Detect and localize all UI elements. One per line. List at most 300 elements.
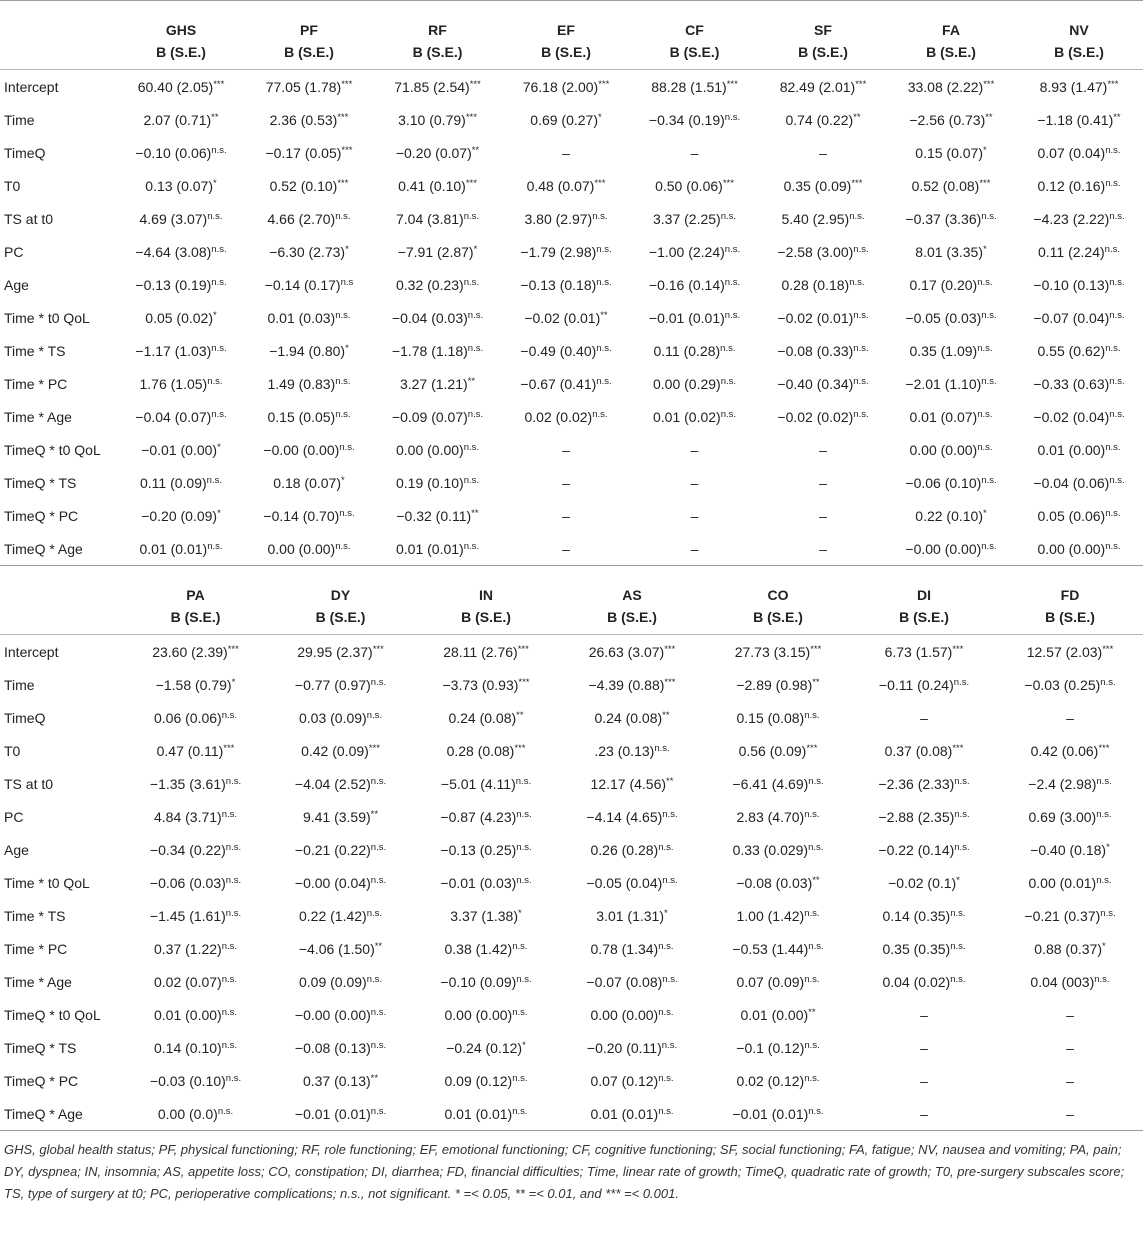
estimate-value: −0.1 (0.12) bbox=[736, 1039, 805, 1056]
table-cell bbox=[887, 169, 1015, 202]
significance-marker: n.s. bbox=[339, 507, 355, 519]
table-cell bbox=[373, 532, 502, 565]
column-header-in: IN bbox=[479, 587, 493, 603]
table-cell bbox=[123, 767, 268, 800]
table-cell bbox=[268, 701, 413, 734]
row-label: Time * t0 QoL bbox=[4, 874, 90, 891]
significance-marker: * bbox=[1102, 940, 1106, 952]
estimate-value: 0.35 (0.35) bbox=[882, 940, 951, 957]
estimate-value: – bbox=[562, 144, 570, 161]
column-subheader-stat: B (S.E.) bbox=[1045, 608, 1095, 625]
significance-marker: *** bbox=[664, 643, 676, 655]
estimate-value: – bbox=[819, 540, 827, 557]
significance-marker: n.s. bbox=[370, 676, 387, 688]
table-cell bbox=[1015, 367, 1143, 400]
significance-marker: *** bbox=[337, 177, 349, 189]
estimate-value: −0.40 (0.34) bbox=[777, 375, 854, 392]
estimate-value: 2.36 (0.53) bbox=[269, 111, 338, 128]
estimate-value: 0.17 (0.20) bbox=[909, 276, 978, 293]
significance-marker: ** bbox=[600, 309, 608, 321]
significance-marker: n.s. bbox=[977, 342, 993, 354]
table-row bbox=[0, 367, 1143, 400]
significance-marker: n.s. bbox=[225, 874, 242, 886]
estimate-value: −0.13 (0.19) bbox=[135, 276, 212, 293]
table-cell bbox=[245, 136, 373, 169]
table-cell bbox=[117, 169, 245, 202]
table-cell bbox=[268, 668, 413, 701]
significance-marker: n.s. bbox=[515, 775, 532, 787]
estimate-value: 0.01 (0.00) bbox=[740, 1006, 809, 1023]
table-cell bbox=[245, 400, 373, 433]
table-cell bbox=[705, 1097, 851, 1130]
table-cell bbox=[245, 367, 373, 400]
significance-marker: n.s. bbox=[981, 375, 997, 387]
estimate-value: −0.08 (0.03) bbox=[736, 874, 813, 891]
estimate-value: 0.09 (0.12) bbox=[444, 1072, 513, 1089]
table-cell bbox=[373, 202, 502, 235]
estimate-value: 0.00 (0.00) bbox=[909, 441, 978, 458]
significance-marker: n.s. bbox=[654, 742, 670, 754]
significance-marker: *** bbox=[223, 742, 235, 754]
significance-marker: * bbox=[345, 243, 349, 255]
table-cell bbox=[851, 701, 997, 734]
table-row bbox=[0, 833, 1143, 866]
significance-marker: n.s. bbox=[463, 276, 480, 288]
estimate-value: −0.17 (0.05) bbox=[265, 144, 342, 161]
estimate-value: −0.77 (0.97) bbox=[294, 676, 371, 693]
estimate-value: 0.38 (1.42) bbox=[444, 940, 513, 957]
estimate-value: −4.64 (3.08) bbox=[135, 243, 212, 260]
table-cell bbox=[117, 202, 245, 235]
table-footnote bbox=[0, 1131, 1143, 1205]
table-cell bbox=[502, 532, 630, 565]
estimate-value: −0.67 (0.41) bbox=[520, 375, 597, 392]
table-cell bbox=[268, 800, 413, 833]
estimate-value: −3.73 (0.93) bbox=[442, 676, 519, 693]
table-cell bbox=[502, 169, 630, 202]
row-label: Time bbox=[4, 676, 35, 693]
significance-marker: *** bbox=[598, 78, 610, 90]
table-cell bbox=[759, 334, 887, 367]
table-cell bbox=[245, 301, 373, 334]
table-cell bbox=[117, 400, 245, 433]
significance-marker: n.s. bbox=[463, 210, 480, 222]
estimate-value: −0.07 (0.04) bbox=[1033, 309, 1110, 326]
estimate-value: −1.17 (1.03) bbox=[135, 342, 212, 359]
table-cell bbox=[887, 466, 1015, 499]
estimate-value: 0.00 (0.00) bbox=[444, 1006, 513, 1023]
significance-marker: n.s. bbox=[225, 841, 242, 853]
table-row bbox=[0, 734, 1143, 767]
significance-marker: n.s. bbox=[950, 973, 966, 985]
sig-symbol: * bbox=[454, 1186, 460, 1201]
significance-marker: n.s. bbox=[950, 940, 966, 952]
estimate-value: −0.16 (0.14) bbox=[648, 276, 725, 293]
table-cell bbox=[630, 334, 759, 367]
estimate-value: 0.14 (0.10) bbox=[153, 1039, 222, 1056]
estimate-value: – bbox=[562, 441, 570, 458]
table-cell bbox=[851, 932, 997, 965]
table-cell bbox=[413, 701, 559, 734]
estimate-value: −0.53 (1.44) bbox=[732, 940, 809, 957]
table-cell bbox=[705, 965, 851, 998]
significance-marker: *** bbox=[594, 177, 606, 189]
table-cell bbox=[123, 965, 268, 998]
column-subheader-stat: B (S.E.) bbox=[1054, 43, 1104, 60]
sig-threshold: =< 0.05, bbox=[459, 1186, 515, 1201]
table-cell bbox=[887, 433, 1015, 466]
estimate-value: 0.00 (0.0) bbox=[157, 1105, 218, 1122]
significance-marker: n.s. bbox=[662, 973, 678, 985]
table-cell bbox=[759, 268, 887, 301]
estimate-value: – bbox=[819, 441, 827, 458]
significance-marker: n.s. bbox=[1109, 309, 1125, 321]
column-header-ghs: GHS bbox=[165, 22, 197, 38]
estimate-value: 7.04 (3.81) bbox=[395, 210, 464, 227]
table-row bbox=[0, 70, 1143, 104]
significance-marker: n.s. bbox=[370, 1105, 387, 1117]
significance-marker: n.s. bbox=[221, 973, 238, 985]
table-cell bbox=[630, 268, 759, 301]
table-cell bbox=[1015, 103, 1143, 136]
table-cell bbox=[373, 466, 502, 499]
table-cell bbox=[413, 767, 559, 800]
table-cell bbox=[413, 866, 559, 899]
table-row bbox=[0, 202, 1143, 235]
significance-marker: n.s. bbox=[206, 474, 222, 486]
table-cell bbox=[851, 965, 997, 998]
table-cell bbox=[997, 932, 1143, 965]
significance-marker: n.s. bbox=[1109, 210, 1125, 222]
significance-marker: ** bbox=[666, 775, 674, 787]
significance-marker: ** bbox=[812, 874, 820, 886]
table-cell bbox=[117, 334, 245, 367]
table-row bbox=[0, 635, 1143, 669]
significance-marker: n.s. bbox=[804, 808, 820, 820]
estimate-value: 9.41 (3.59) bbox=[302, 808, 371, 825]
estimate-value: 0.11 (0.09) bbox=[140, 474, 207, 491]
significance-marker: n.s. bbox=[954, 841, 970, 853]
table-cell bbox=[268, 1064, 413, 1097]
estimate-value: 0.00 (0.00) bbox=[395, 441, 464, 458]
estimate-value: 0.56 (0.09) bbox=[738, 742, 807, 759]
significance-marker: n.s. bbox=[211, 243, 227, 255]
table-cell bbox=[502, 202, 630, 235]
estimate-value: −0.14 (0.70) bbox=[263, 507, 340, 524]
table-cell bbox=[759, 235, 887, 268]
significance-marker: n.s. bbox=[207, 375, 223, 387]
table-cell bbox=[413, 833, 559, 866]
estimate-value: −0.00 (0.04) bbox=[294, 874, 371, 891]
estimate-value: 0.24 (0.08) bbox=[594, 709, 663, 726]
estimate-value: – bbox=[920, 709, 928, 726]
table-cell bbox=[997, 668, 1143, 701]
estimate-value: −4.23 (2.22) bbox=[1033, 210, 1110, 227]
significance-marker: *** bbox=[518, 676, 530, 688]
significance-marker: n.s. bbox=[370, 874, 387, 886]
estimate-value: −0.01 (0.01) bbox=[732, 1105, 809, 1122]
table-cell bbox=[502, 235, 630, 268]
table-cell bbox=[851, 1097, 997, 1130]
significance-marker: n.s. bbox=[467, 309, 484, 321]
table-cell bbox=[759, 466, 887, 499]
table-cell bbox=[759, 169, 887, 202]
estimate-value: −0.10 (0.09) bbox=[440, 973, 517, 990]
sig-threshold: =< 0.01, and bbox=[525, 1186, 606, 1201]
estimate-value: −0.49 (0.40) bbox=[520, 342, 597, 359]
significance-marker: *** bbox=[227, 643, 239, 655]
significance-marker: n.s. bbox=[849, 210, 865, 222]
table-cell bbox=[268, 734, 413, 767]
estimate-value: 12.57 (2.03) bbox=[1026, 643, 1103, 660]
column-subheader-stat: B (S.E.) bbox=[753, 608, 803, 625]
estimate-value: 0.18 (0.07) bbox=[273, 474, 341, 491]
column-header-fd: FD bbox=[1060, 587, 1080, 603]
estimate-value: −0.02 (0.1) bbox=[888, 874, 957, 891]
table-cell bbox=[373, 103, 502, 136]
significance-marker: ** bbox=[370, 808, 379, 820]
table-cell bbox=[759, 499, 887, 532]
estimate-value: −2.58 (3.00) bbox=[777, 243, 854, 260]
estimate-value: – bbox=[690, 507, 699, 524]
table-row bbox=[0, 169, 1143, 202]
table-cell bbox=[373, 268, 502, 301]
table-row bbox=[0, 1031, 1143, 1064]
estimate-value: 3.37 (1.38) bbox=[450, 907, 518, 924]
significance-marker: n.s. bbox=[516, 841, 532, 853]
column-subheader-stat: B (S.E.) bbox=[798, 43, 848, 60]
table-cell bbox=[1015, 169, 1143, 202]
significance-marker: n.s. bbox=[1109, 276, 1125, 288]
table-cell bbox=[559, 899, 705, 932]
estimate-value: 0.01 (0.01) bbox=[444, 1105, 513, 1122]
estimate-value: 8.01 (3.35) bbox=[915, 243, 983, 260]
table-cell bbox=[759, 367, 887, 400]
column-header-cf: CF bbox=[685, 22, 704, 38]
table-cell bbox=[268, 767, 413, 800]
table-cell bbox=[997, 899, 1143, 932]
table-cell bbox=[413, 734, 559, 767]
table-cell bbox=[705, 635, 851, 669]
row-label: TimeQ bbox=[4, 144, 46, 161]
significance-marker: n.s. bbox=[720, 342, 736, 354]
significance-marker: n.s. bbox=[207, 540, 223, 552]
significance-marker: ** bbox=[985, 111, 993, 123]
table-cell bbox=[413, 1097, 559, 1130]
estimate-value: −0.00 (0.00) bbox=[294, 1006, 371, 1023]
row-label: Time * PC bbox=[4, 940, 68, 957]
table-cell bbox=[705, 866, 851, 899]
estimate-value: 4.66 (2.70) bbox=[267, 210, 336, 227]
table-cell bbox=[123, 932, 268, 965]
significance-marker: n.s. bbox=[853, 342, 869, 354]
estimate-value: – bbox=[920, 1105, 928, 1122]
estimate-value: – bbox=[690, 540, 699, 557]
estimate-value: 0.22 (0.10) bbox=[915, 507, 983, 524]
significance-marker: n.s. bbox=[463, 474, 480, 486]
significance-marker: * bbox=[983, 507, 987, 519]
row-label: Time * PC bbox=[4, 375, 68, 392]
table-row bbox=[0, 334, 1143, 367]
significance-marker: n.s. bbox=[596, 342, 612, 354]
table-cell bbox=[413, 1031, 559, 1064]
column-header-di: DI bbox=[917, 587, 931, 603]
table-cell bbox=[851, 800, 997, 833]
table-row bbox=[0, 800, 1143, 833]
significance-marker: n.s. bbox=[596, 276, 612, 288]
estimate-value: −6.41 (4.69) bbox=[732, 775, 809, 792]
estimate-value: 0.19 (0.10) bbox=[395, 474, 464, 491]
table-cell bbox=[997, 833, 1143, 866]
table-cell bbox=[117, 103, 245, 136]
significance-marker: *** bbox=[465, 177, 477, 189]
row-label: T0 bbox=[4, 742, 21, 759]
table-cell bbox=[245, 268, 373, 301]
significance-marker: n.s. bbox=[953, 676, 970, 688]
estimate-value: 0.00 (0.00) bbox=[267, 540, 336, 557]
table-cell bbox=[502, 367, 630, 400]
significance-marker: n.s. bbox=[516, 808, 532, 820]
significance-marker: n.s. bbox=[1109, 408, 1125, 420]
significance-marker: n.s. bbox=[662, 874, 678, 886]
table-cell bbox=[997, 1064, 1143, 1097]
estimate-value: – bbox=[562, 540, 570, 557]
column-subheader-stat: B (S.E.) bbox=[669, 43, 720, 60]
estimate-value: −4.06 (1.50) bbox=[298, 940, 375, 957]
significance-marker: n.s. bbox=[804, 1039, 820, 1051]
significance-marker: * bbox=[522, 1039, 526, 1051]
estimate-value: 27.73 (3.15) bbox=[734, 643, 811, 660]
table-cell bbox=[759, 103, 887, 136]
table-row bbox=[0, 532, 1143, 565]
table-cell bbox=[759, 301, 887, 334]
row-label: TimeQ * Age bbox=[4, 1105, 83, 1122]
table-cell bbox=[123, 1064, 268, 1097]
significance-marker: n.s. bbox=[720, 375, 737, 387]
estimate-value: 0.55 (0.62) bbox=[1037, 342, 1106, 359]
estimate-value: 0.42 (0.09) bbox=[301, 742, 369, 759]
estimate-value: −0.20 (0.11) bbox=[586, 1039, 662, 1056]
estimate-value: 0.74 (0.22) bbox=[785, 111, 854, 128]
estimate-value: 0.06 (0.06) bbox=[153, 709, 222, 726]
estimate-value: −0.00 (0.00) bbox=[263, 441, 340, 458]
significance-marker: n.s. bbox=[1105, 177, 1121, 189]
significance-marker: n.s. bbox=[808, 775, 824, 787]
table-row bbox=[0, 466, 1143, 499]
significance-marker: n.s. bbox=[225, 1072, 242, 1084]
significance-marker: n.s. bbox=[596, 243, 612, 255]
row-label: Time bbox=[4, 111, 35, 128]
column-subheader-stat: B (S.E.) bbox=[284, 43, 334, 60]
estimate-value: 0.35 (1.09) bbox=[909, 342, 978, 359]
estimate-value: −2.88 (2.35) bbox=[878, 808, 955, 825]
table-cell bbox=[502, 301, 630, 334]
estimate-value: 0.24 (0.08) bbox=[448, 709, 517, 726]
estimate-value: 29.95 (2.37) bbox=[297, 643, 373, 660]
table-cell bbox=[630, 433, 759, 466]
column-subheader-stat: B (S.E.) bbox=[461, 608, 511, 625]
table-cell bbox=[268, 899, 413, 932]
significance-marker: n.s. bbox=[221, 709, 238, 721]
estimate-value: −0.22 (0.14) bbox=[878, 841, 955, 858]
header-blank bbox=[0, 1, 117, 38]
estimate-value: 3.80 (2.97) bbox=[524, 210, 593, 227]
table-cell bbox=[502, 433, 630, 466]
table-cell bbox=[887, 499, 1015, 532]
significance-marker: n.s. bbox=[217, 1105, 234, 1117]
estimate-value: −4.39 (0.88) bbox=[588, 676, 665, 693]
table-cell bbox=[559, 767, 705, 800]
estimate-value: 0.26 (0.28) bbox=[590, 841, 659, 858]
estimate-value: −0.02 (0.01) bbox=[777, 309, 854, 326]
table-cell bbox=[997, 1031, 1143, 1064]
significance-marker: n.s bbox=[340, 276, 354, 288]
estimate-value: 0.15 (0.05) bbox=[267, 408, 336, 425]
significance-marker: n.s. bbox=[512, 1006, 528, 1018]
significance-marker: n.s. bbox=[335, 408, 351, 420]
significance-marker: n.s. bbox=[370, 1039, 387, 1051]
sig-threshold: =< 0.001. bbox=[620, 1186, 679, 1201]
significance-marker: n.s. bbox=[211, 276, 227, 288]
table-cell bbox=[851, 1031, 997, 1064]
header-blank bbox=[0, 603, 123, 635]
estimate-value: – bbox=[690, 474, 699, 491]
significance-marker: n.s. bbox=[804, 907, 820, 919]
estimate-value: 0.15 (0.08) bbox=[736, 709, 805, 726]
table-cell bbox=[117, 367, 245, 400]
table-cell bbox=[123, 866, 268, 899]
estimate-value: – bbox=[1066, 1072, 1074, 1089]
significance-marker: n.s. bbox=[370, 1006, 387, 1018]
row-label: Age bbox=[4, 276, 29, 293]
significance-marker: *** bbox=[726, 78, 738, 90]
estimate-value: −0.05 (0.03) bbox=[905, 309, 982, 326]
estimate-value: −0.07 (0.08) bbox=[586, 973, 663, 990]
table-cell bbox=[887, 301, 1015, 334]
estimate-value: −1.78 (1.18) bbox=[391, 342, 468, 359]
estimate-value: −0.11 (0.24) bbox=[878, 676, 954, 693]
significance-marker: *** bbox=[337, 111, 349, 123]
estimate-value: 0.33 (0.029) bbox=[732, 841, 809, 858]
significance-marker: n.s. bbox=[1096, 874, 1112, 886]
significance-marker: *** bbox=[855, 78, 867, 90]
significance-marker: ** bbox=[370, 1072, 379, 1084]
sig-symbol: ** bbox=[514, 1186, 525, 1201]
significance-marker: n.s. bbox=[1109, 474, 1125, 486]
column-header-fa: FA bbox=[942, 22, 960, 38]
significance-marker: *** bbox=[851, 177, 863, 189]
table-cell bbox=[630, 70, 759, 104]
significance-marker: n.s. bbox=[596, 375, 612, 387]
table-cell bbox=[851, 1064, 997, 1097]
row-label: TimeQ * t0 QoL bbox=[4, 441, 101, 458]
table-cell bbox=[705, 998, 851, 1031]
table-cell bbox=[117, 235, 245, 268]
table-cell bbox=[373, 169, 502, 202]
estimate-value: 71.85 (2.54) bbox=[394, 78, 470, 95]
significance-marker: *** bbox=[983, 78, 995, 90]
significance-marker: *** bbox=[368, 742, 380, 754]
estimate-value: −0.08 (0.13) bbox=[294, 1039, 371, 1056]
significance-marker: n.s. bbox=[592, 408, 608, 420]
significance-marker: n.s. bbox=[981, 540, 997, 552]
significance-marker: n.s. bbox=[366, 907, 383, 919]
row-label: Intercept bbox=[0, 70, 117, 104]
estimate-value: 0.11 (2.24) bbox=[1038, 243, 1105, 260]
estimate-value: 0.37 (0.13) bbox=[302, 1072, 371, 1089]
significance-marker: n.s. bbox=[849, 276, 865, 288]
estimate-value: 0.42 (0.06) bbox=[1030, 742, 1099, 759]
